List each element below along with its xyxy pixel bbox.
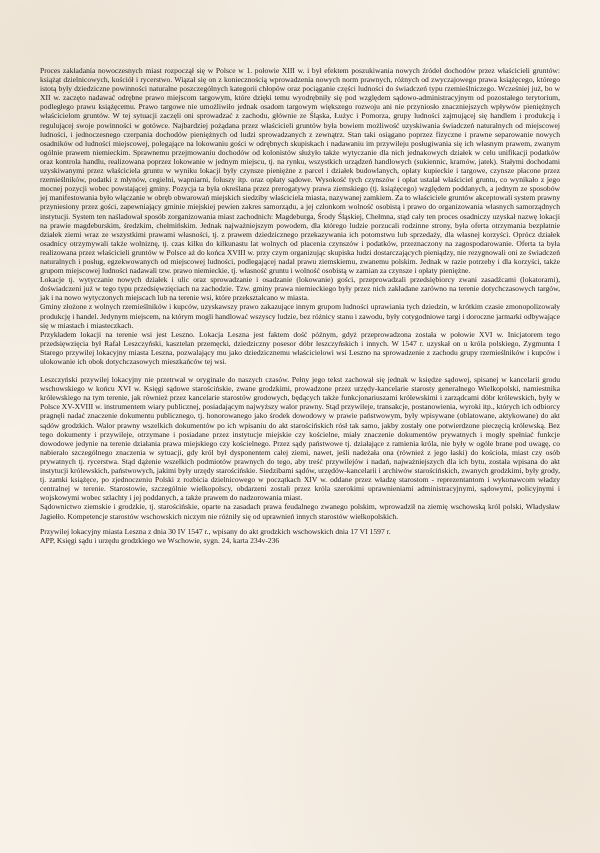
paragraph-leszno-example: Przykładem lokacji na terenie wsi jest Leszno. Lokacja Leszna jest faktem dość późnym, gdyż przeprowadzona została w połowie XVI w. Inicjatorem tego przedsięwzięcia był Rafał Leszczyński, kasztelan przemęcki, dziedziczny posesor dóbr leszczyńskich i innych. W 1547 r. uzyskał on u króla polskiego, Zygmunta I Starego przywilej lokacyjny miasta Leszna, pozwalający mu jako dziedzicznemu właścicielowi wsi Leszno na sprowadzenie z zachodu grupy rzemieślników i kupców i ulokowanie ich obok dotychczasowych mieszkańców tej wsi.	[40, 329, 560, 366]
paragraph-judiciary: Sądownictwo ziemskie i grodzkie, tj. starościńskie, oparte na zasadach prawa feudalnego zwanego polskim, wprowadził na ziemię wschowską król polski, Władysław Jagiełło. Kompetencje starostów wschowskich niczym nie różniły się od uprawnień innych starostów wielkopolskich.	[40, 502, 560, 521]
paragraph-gap	[40, 366, 560, 375]
paragraph-lokacje: Lokacje tj. wytyczanie nowych działek i ulic oraz sprowadzanie i osadzanie (lokowanie) gości, przeprowadzali przedsiębiorcy zwani zasadźcami (lokatorami), doświadczeni już w tego typu przedsięwzięciach na zachodzie. Tzw. gminy prawa niemieckiego były przez nich zakładane zarówno na terenie dotychczasowych targów, jak i na nowo wytyczonych miejscach lub na terenie wsi, które przekształcano w miasta.	[40, 275, 560, 303]
source-citation: APP, Księgi sądu i urzędu grodzkiego we Wschowie, sygn. 24, karta 234v-236	[40, 535, 280, 545]
paragraph-privilege-history: Leszczyński przywilej lokacyjny nie przetrwał w oryginale do naszych czasów. Pełny jego tekst zachował się jednak w księdze sądowej, spisanej w kancelarii grodu wschowskiego w końcu XVI w. Księgi sądowe starościńskie, zwane grodzkimi, prowadzone przez urzędy-kancelarie starosty generalnego Wielkopolski, namiestnika królewskiego na tym terenie, jak również przez kancelarie starostów grodowych, będących także funkcjonariuszami królewskimi i zarządcami dóbr królewskich, były w Polsce XV-XVIII w. instrumentem wiary publicznej, posiadającym najwyższy walor prawny. Stąd przywileje, transakcje, postanowienia, wyroki itp., których ich odbiorcy pragnęli nadać znaczenie dokumentu publicznego, tj. honorowanego jako środek dowodowy w prawie państwowym, były wpisywane (oblatowane, aktykowane) do akt sądów grodzkich. Walor prawny wszelkich dokumentów po ich wpisaniu do akt starościńskich rósł tak samo, jakby zostały one potwierdzone pieczęcią królewską. Bez tego dokumenty i przywileje, otrzymane i posiadane przez instytucje miejskie czy kościelne, miały znaczenie dokumentów prywatnych i mogły spełniać funkcje dowodowe jedynie na terenie działania prawa miejskiego czy kościelnego. Przez sądy państwowe tj. działające z ramienia króla, nie były w ogóle brane pod uwagę, co nabierało szczególnego znaczenia w sytuacji, gdy król był dysponentem całej ziemi, nawet, jeśli nadeżała ona (również z jego łaski) do kościoła, miast czy osób prywatnych tj. rycerstwa. Stąd dążenie wszelkich podmiotów prawnych do tego, aby treść przywilejów i nadań, najważniejszych dla ich bytu, została wpisana do akt instytucji królewskich, państwowych, jakimi były urzędy starościńskie. Siedzibami sądów, urzędów-kancelarii i archiwów starościńskich, zwanych grodzkimi, były grody, tj. zamki książęce, po zjednoczeniu Polski z rozbicia dzielnicowego w początkach XIV w. oddane przez władzę starostom - reprezentantom i wykonawcom władzy centralnej w terenie. Starostowie, szczególnie wielkopolscy, obdarzeni zostali przez króla szerokimi uprawnieniami administracyjnymi, sądowymi, policyjnymi i wojskowymi wobec szlachty i jej poddanych, a także prawem do nadzorowania miast.	[40, 375, 560, 503]
paragraph-founding-process: Proces zakładania nowoczesnych miast rozpoczął się w Polsce w 1. połowie XIII w. i był efektem poszukiwania nowych źródeł dochodów przez właścicieli gruntów: książąt dzielnicowych, kościół i rycerstwo. Wiązał się on z koniecznością wprowadzenia nowych norm prawnych, różnych od zwyczajowego prawa książęcego, którego istotą były dziedziczne powinności naturalne poszczególnych kategorii chłopów oraz pociąganie części ludności do świadczeń typu rzemieślniczego. Wcześniej już, bo w XII w. zaczęto nadawać odrębne prawo miejscom targowym, które dzięki temu wyodrębniły się pod względem sądowo-administracyjnym od pozostałego terytorium, podległego prawu książęcemu. Prawo targowe nie umożliwiło jednak osadom targowym większego rozwoju ani nie przyniosło znaczniejszych wpływów pieniężnych właścicielom gruntów. W tej sytuacji zaczęli oni sprowadzać z zachodu, głównie ze Śląska, Łużyc i Pomorza, grupy ludności zajmującej się handlem i produkcją i regulującej swoje powinności w gotówce. Najbardziej pożądana przez właścicieli gruntów była bowiem możliwość uzyskiwania świadczeń naturalnych od miejscowej ludności, i jednoczesnego czerpania dochodów pieniężnych od ludzi sprowadzanych z zewnątrz. Stan taki osiągano poprzez fizyczne i prawne separowanie nowych osadników od ludności miejscowej, polegające na lokowaniu gości w odrębnych skupiskach i nadawaniu im przywileju posługiwania się ich własnym prawem, zwanym ogólnie prawem niemieckim. Sprawnemu przejmowaniu dochodów od kolonistów służyło także wytyczanie dla nich jednakowych działek w celu unifikacji podatków oraz kontrola handlu, realizowana poprzez lokowanie w jednym miejscu, tj. na rynku, wszystkich urządzeń handlowych (sukiennic, kramów, jatek). Stałymi dochodami uzyskiwanymi przez właściciela gruntu w wyniku lokacji były czynsze pieniężne z parcel i działek budowlanych, opłaty kupieckie i targowe, czynsze płacone przez rzemieślników, podatki z młynów, cegielni, wapniarni, foluszy itp. oraz opłaty sądowe. Wysokość tych czynszów i opłat ustalał właściciel gruntu, co wynikało z jego mocnej pozycji wobec powstającej gminy. Pozycja ta była określana przez prerogatywy prawa ziemskiego (tj. książęcego) względem poddanych, a jednym ze sposobów jej manifestowania było włączanie w obręb obwarowań miejskich siedziby właściciela miasta, nazywanej zamkiem. Za to właściciele gruntów akceptowali system prawny przyniesiony przez gości, zapewniający gminie miejskiej pewien zakres samorządu, a jej członkom wolność osobistą i prawo do organizowania własnych samorządnych instytucji. System ten naśladował sposób zorganizowania miast zachodnich: Magdeburga, Środy Śląskiej, Chełmna, stąd cały ten proces osadniczy uzyskał nazwę lokacji na prawie magdeburskim, średzkim, chełmińskim. Jednak najważniejszym powodem, dla którego ludzie porzucali rodzinne strony, była oferta otrzymania bezpłatnie działek ziemi wraz ze wszystkimi prawami własności, tj. z prawem dziedzicznego przekazywania ich potomstwu lub sprzedaży, dla własnej korzyści. Oprócz działek osadnicy otrzymywali także wolniznę, tj. czas kilku do kilkunastu lat wolnych od płacenia czynszów i podatków, przeznaczony na zagospodarowanie. Oferta ta była realizowana przez właścicieli gruntów w Polsce aż do końca XVIII w. przy czym organizując skupiska ludzi dostarczających pieniądzy, nie rezygnowali oni ze świadczeń naturalnych i posług, egzekwowanych od miejscowej ludności, podlegającej nadal prawu ziemskiemu, zwanemu polskim. Jednak w razie potrzeby i dla korzyści, także grupom miejscowej ludności nadawali tzw. prawo niemieckie, tj. własność gruntu i wolność osobistą w zamian za czynsze i opłaty pieniężne.	[40, 66, 560, 276]
caption-privilege: Przywilej lokacyjny miasta Leszna z dnia 30 IV 1547 r., wpisany do akt grodzkich wschowskich dnia 17 VI 1597 r.	[40, 526, 391, 536]
paragraph-gminy: Gminy złożone z wolnych rzemieślników i kupców, uzyskawszy prawo zakazujące innym grupom ludności uprawiania tych dziedzin, w krótkim czasie zmonopolizowały produkcję i handel. Jedynym miejscem, na którym mogli handlować wszyscy ludzie, bez różnicy stanu i zawodu, były cotygodniowe targi i doroczne jarmarki odbywające się w miastach i miasteczkach.	[40, 302, 560, 330]
